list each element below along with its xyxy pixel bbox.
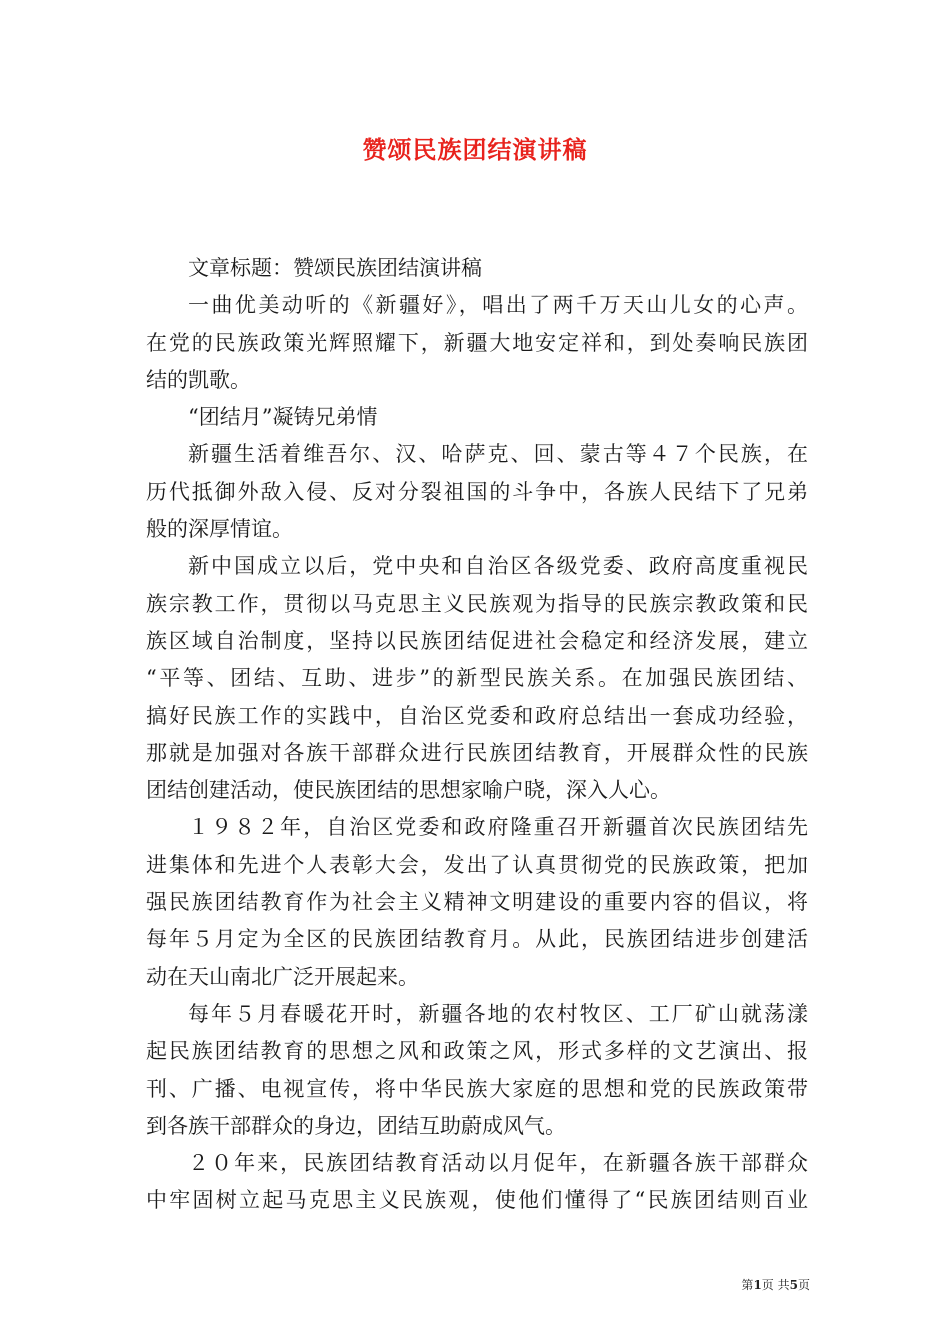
text-line: 搞好民族工作的实践中，自治区党委和政府总结出一套成功经验， (146, 703, 808, 728)
page-footer (700, 1276, 810, 1293)
text-line: 每年５月春暖花开时，新疆各地的农村牧区、工厂矿山就荡漾 (188, 1001, 808, 1026)
text-line: 进集体和先进个人表彰大会，发出了认真贯彻党的民族政策，把加 (146, 852, 808, 877)
document-title: 赞颂民族团结演讲稿 (362, 135, 588, 164)
footer-current-page: 1 (753, 1278, 762, 1292)
text-line: ２０年来，民族团结教育活动以月促年，在新疆各族干部群众 (188, 1151, 808, 1176)
footer-suffix: 页 (797, 1278, 810, 1292)
text-line: 刊、广播、电视宣传，将中华民族大家庭的思想和党的民族政策带 (146, 1076, 808, 1101)
text-line: 族宗教工作，贯彻以马克思主义民族观为指导的民族宗教政策和民 (146, 591, 808, 616)
text-line: 一曲优美动听的《新疆好》，唱出了两千万天山儿女的心声。 (188, 293, 808, 318)
text-line: 团结创建活动，使民族团结的思想家喻户晓，深入人心。 (146, 778, 671, 803)
text-line: 般的深厚情谊。 (146, 517, 293, 542)
footer-total-pages: 5 (789, 1278, 798, 1292)
text-line: 起民族团结教育的思想之风和政策之风，形式多样的文艺演出、报 (146, 1039, 808, 1064)
text-line: 动在天山南北广泛开展起来。 (146, 964, 419, 989)
footer-prefix: 第 (741, 1278, 754, 1292)
text-line: 族区域自治制度，坚持以民族团结促进社会稳定和经济发展，建立 (146, 628, 808, 653)
text-line: 那就是加强对各族干部群众进行民族团结教育，开展群众性的民族 (146, 740, 808, 765)
text-line: 强民族团结教育作为社会主义精神文明建设的重要内容的倡议，将 (146, 890, 808, 915)
text-line: “平等、团结、互助、进步”的新型民族关系。在加强民族团结、 (146, 666, 808, 691)
text-line: 到各族干部群众的身边，团结互助蔚成风气。 (146, 1113, 566, 1138)
text-line: 中牢固树立起马克思主义民族观，使他们懂得了“民族团结则百业 (146, 1188, 808, 1213)
footer-middle: 页 共 (761, 1278, 790, 1292)
document-body (146, 250, 808, 1220)
text-line: １９８２年，自治区党委和政府隆重召开新疆首次民族团结先 (188, 815, 808, 840)
text-line: 文章标题：赞颂民族团结演讲稿 (188, 256, 482, 280)
text-line: “团结月”凝铸兄弟情 (188, 405, 378, 430)
text-line: 新疆生活着维吾尔、汉、哈萨克、回、蒙古等４７个民族，在 (188, 442, 808, 467)
text-line: 在党的民族政策光辉照耀下，新疆大地安定祥和，到处奏响民族团 (146, 330, 808, 355)
text-line: 新中国成立以后，党中央和自治区各级党委、政府高度重视民 (188, 554, 808, 579)
text-line: 结的凯歌。 (146, 367, 251, 392)
text-line: 每年５月定为全区的民族团结教育月。从此，民族团结进步创建活 (146, 927, 808, 952)
text-line: 历代抵御外敌入侵、反对分裂祖国的斗争中，各族人民结下了兄弟 (146, 479, 808, 504)
